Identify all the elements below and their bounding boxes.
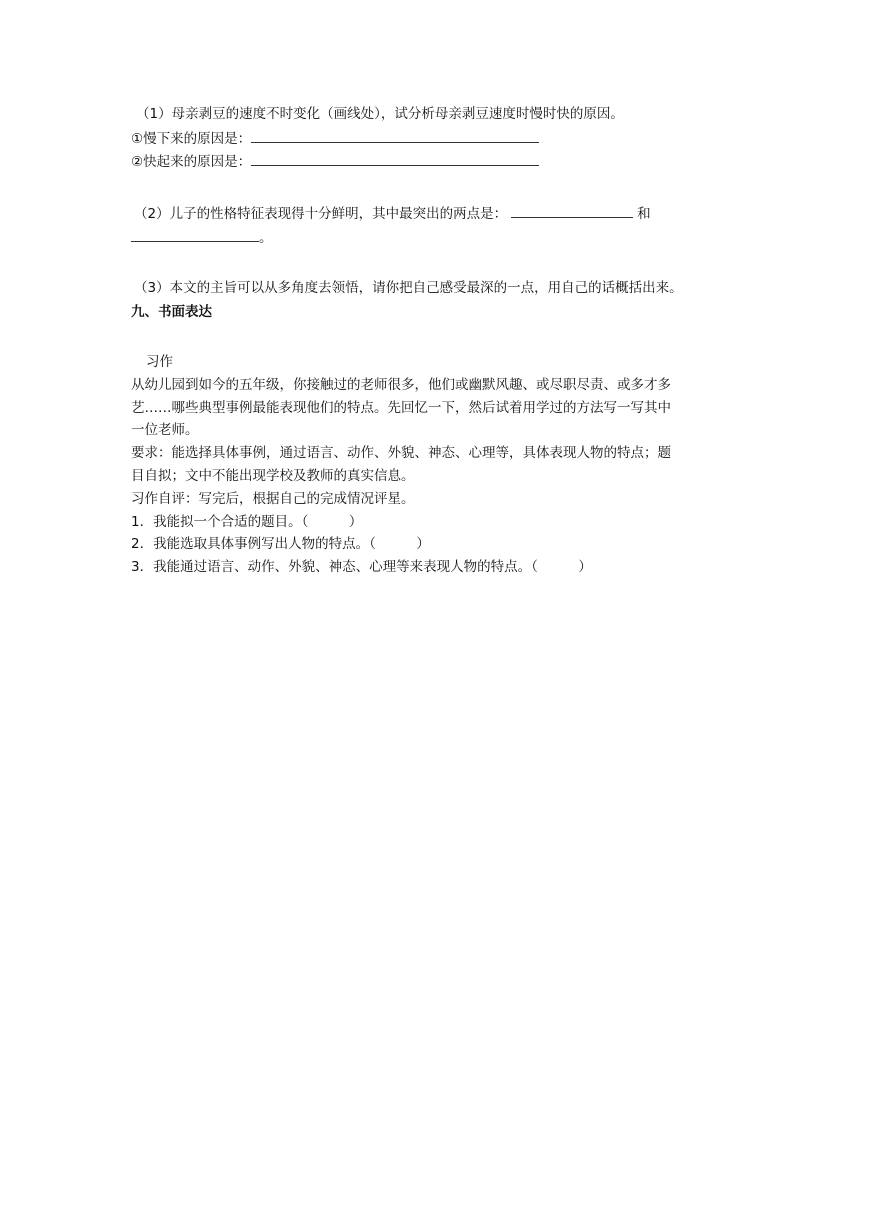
question-1-slow-row bbox=[131, 128, 539, 149]
essay-subtitle: 习作 bbox=[146, 354, 173, 370]
question-2-end-mark: 。 bbox=[259, 230, 273, 246]
self-evaluation-item-2: 2．我能选取具体事例写出人物的特点。（ ） bbox=[131, 536, 430, 552]
self-evaluation-item-3: 3．我能通过语言、动作、外貌、神态、心理等来表现人物的特点。（ ） bbox=[131, 559, 592, 575]
essay-prompt-line-3: 一位老师。 bbox=[131, 422, 199, 438]
self-evaluation-item-1: 1．我能拟一个合适的题目。（ ） bbox=[131, 514, 363, 530]
question-3-text: （3）本文的主旨可以从多角度去领悟，请你把自己感受最深的一点，用自己的话概括出来。 bbox=[134, 280, 683, 296]
trait-blank-2[interactable] bbox=[131, 227, 259, 242]
essay-requirement-line-2: 目自拟；文中不能出现学校及教师的真实信息。 bbox=[131, 468, 415, 484]
self-evaluation-intro: 习作自评：写完后，根据自己的完成情况评星。 bbox=[131, 491, 415, 507]
question-1-fast-row bbox=[131, 151, 539, 172]
question-1-text: （1）母亲剥豆的速度不时变化（画线处），试分析母亲剥豆速度时慢时快的原因。 bbox=[136, 106, 624, 122]
essay-requirement-line-1: 要求：能选择具体事例，通过语言、动作、外貌、神态、心理等，具体表现人物的特点；题 bbox=[131, 445, 671, 461]
question-2-row bbox=[134, 203, 651, 224]
question-2-text: （2）儿子的性格特征表现得十分鲜明，其中最突出的两点是： bbox=[134, 206, 508, 222]
slow-reason-blank[interactable] bbox=[251, 128, 539, 143]
section-9-heading: 九、书面表达 bbox=[131, 304, 212, 320]
question-2-row-2 bbox=[131, 227, 273, 248]
fast-reason-label: ②快起来的原因是： bbox=[131, 154, 252, 170]
question-2-connector: 和 bbox=[637, 206, 651, 222]
slow-reason-label: ①慢下来的原因是： bbox=[131, 131, 252, 147]
fast-reason-blank[interactable] bbox=[251, 151, 539, 166]
essay-prompt-line-2: 艺……哪些典型事例最能表现他们的特点。先回忆一下，然后试着用学过的方法写一写其中 bbox=[131, 400, 671, 416]
essay-prompt-line-1: 从幼儿园到如今的五年级，你接触过的老师很多，他们或幽默风趣、或尽职尽责、或多才多 bbox=[131, 377, 671, 393]
trait-blank-1[interactable] bbox=[511, 203, 633, 218]
